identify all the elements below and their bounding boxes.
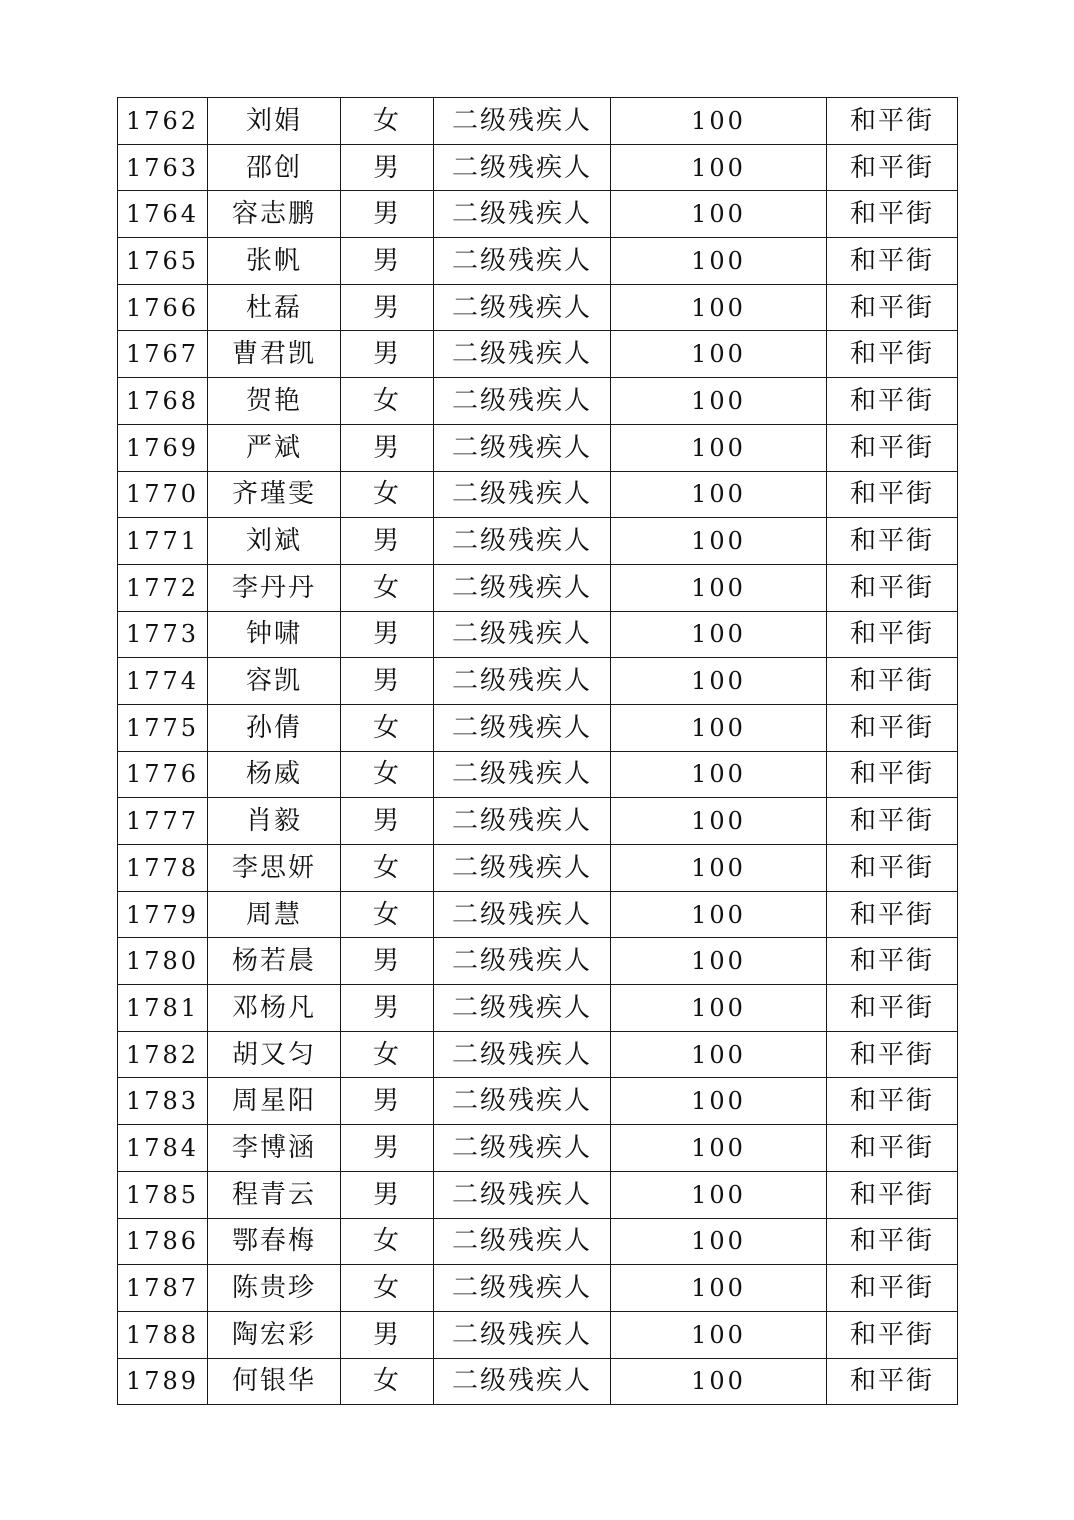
row-number-cell: 1788 (118, 1311, 208, 1358)
row-number-cell: 1767 (118, 331, 208, 378)
row-number-cell: 1772 (118, 564, 208, 611)
amount-cell: 100 (611, 1171, 827, 1218)
name-cell: 容凯 (208, 658, 341, 705)
street-cell: 和平街 (827, 518, 958, 565)
name-cell: 周慧 (208, 891, 341, 938)
table-row (118, 798, 958, 845)
name-cell: 程青云 (208, 1171, 341, 1218)
row-number-cell: 1781 (118, 985, 208, 1032)
gender-cell: 女 (341, 98, 434, 145)
gender-cell: 男 (341, 1125, 434, 1172)
name-cell: 鄂春梅 (208, 1218, 341, 1265)
street-cell: 和平街 (827, 378, 958, 425)
category-cell: 二级残疾人 (434, 378, 611, 425)
gender-cell: 女 (341, 1265, 434, 1312)
category-cell: 二级残疾人 (434, 938, 611, 985)
street-cell: 和平街 (827, 658, 958, 705)
gender-cell: 男 (341, 144, 434, 191)
gender-cell: 男 (341, 985, 434, 1032)
category-cell: 二级残疾人 (434, 1218, 611, 1265)
table-row (118, 751, 958, 798)
row-number-cell: 1787 (118, 1265, 208, 1312)
row-number-cell: 1764 (118, 191, 208, 238)
amount-cell: 100 (611, 238, 827, 285)
street-cell: 和平街 (827, 1311, 958, 1358)
table-row (118, 1125, 958, 1172)
street-cell: 和平街 (827, 611, 958, 658)
street-cell: 和平街 (827, 191, 958, 238)
table-row (118, 611, 958, 658)
amount-cell: 100 (611, 938, 827, 985)
table-row (118, 1358, 958, 1405)
table-row (118, 378, 958, 425)
gender-cell: 男 (341, 424, 434, 471)
row-number-cell: 1770 (118, 471, 208, 518)
category-cell: 二级残疾人 (434, 471, 611, 518)
name-cell: 周星阳 (208, 1078, 341, 1125)
table-row (118, 98, 958, 145)
street-cell: 和平街 (827, 144, 958, 191)
category-cell: 二级残疾人 (434, 191, 611, 238)
street-cell: 和平街 (827, 424, 958, 471)
row-number-cell: 1783 (118, 1078, 208, 1125)
row-number-cell: 1789 (118, 1358, 208, 1405)
street-cell: 和平街 (827, 331, 958, 378)
amount-cell: 100 (611, 798, 827, 845)
amount-cell: 100 (611, 144, 827, 191)
amount-cell: 100 (611, 751, 827, 798)
name-cell: 李博涵 (208, 1125, 341, 1172)
row-number-cell: 1768 (118, 378, 208, 425)
gender-cell: 女 (341, 704, 434, 751)
table-row (118, 985, 958, 1032)
gender-cell: 男 (341, 191, 434, 238)
table-row (118, 424, 958, 471)
gender-cell: 女 (341, 378, 434, 425)
category-cell: 二级残疾人 (434, 798, 611, 845)
amount-cell: 100 (611, 1218, 827, 1265)
category-cell: 二级残疾人 (434, 658, 611, 705)
row-number-cell: 1773 (118, 611, 208, 658)
name-cell: 李思妍 (208, 845, 341, 892)
category-cell: 二级残疾人 (434, 564, 611, 611)
name-cell: 邓杨凡 (208, 985, 341, 1032)
street-cell: 和平街 (827, 1078, 958, 1125)
table-row (118, 1265, 958, 1312)
row-number-cell: 1780 (118, 938, 208, 985)
amount-cell: 100 (611, 98, 827, 145)
street-cell: 和平街 (827, 938, 958, 985)
amount-cell: 100 (611, 378, 827, 425)
table-row (118, 238, 958, 285)
street-cell: 和平街 (827, 751, 958, 798)
amount-cell: 100 (611, 331, 827, 378)
street-cell: 和平街 (827, 98, 958, 145)
category-cell: 二级残疾人 (434, 845, 611, 892)
category-cell: 二级残疾人 (434, 98, 611, 145)
category-cell: 二级残疾人 (434, 611, 611, 658)
name-cell: 杜磊 (208, 284, 341, 331)
table-row (118, 1031, 958, 1078)
row-number-cell: 1776 (118, 751, 208, 798)
name-cell: 肖毅 (208, 798, 341, 845)
row-number-cell: 1762 (118, 98, 208, 145)
street-cell: 和平街 (827, 798, 958, 845)
category-cell: 二级残疾人 (434, 1031, 611, 1078)
name-cell: 杨若晨 (208, 938, 341, 985)
row-number-cell: 1765 (118, 238, 208, 285)
table-row (118, 564, 958, 611)
row-number-cell: 1763 (118, 144, 208, 191)
name-cell: 严斌 (208, 424, 341, 471)
name-cell: 杨威 (208, 751, 341, 798)
amount-cell: 100 (611, 191, 827, 238)
row-number-cell: 1785 (118, 1171, 208, 1218)
amount-cell: 100 (611, 284, 827, 331)
amount-cell: 100 (611, 845, 827, 892)
gender-cell: 男 (341, 798, 434, 845)
amount-cell: 100 (611, 1265, 827, 1312)
table-row (118, 1311, 958, 1358)
street-cell: 和平街 (827, 891, 958, 938)
table-row (118, 331, 958, 378)
amount-cell: 100 (611, 658, 827, 705)
row-number-cell: 1786 (118, 1218, 208, 1265)
street-cell: 和平街 (827, 284, 958, 331)
row-number-cell: 1778 (118, 845, 208, 892)
category-cell: 二级残疾人 (434, 985, 611, 1032)
gender-cell: 男 (341, 518, 434, 565)
name-cell: 张帆 (208, 238, 341, 285)
category-cell: 二级残疾人 (434, 1078, 611, 1125)
table-row (118, 191, 958, 238)
gender-cell: 男 (341, 1078, 434, 1125)
name-cell: 孙倩 (208, 704, 341, 751)
table-row (118, 891, 958, 938)
category-cell: 二级残疾人 (434, 331, 611, 378)
category-cell: 二级残疾人 (434, 1358, 611, 1405)
table-row (118, 144, 958, 191)
amount-cell: 100 (611, 1125, 827, 1172)
table-row (118, 1171, 958, 1218)
gender-cell: 女 (341, 845, 434, 892)
table-row (118, 845, 958, 892)
street-cell: 和平街 (827, 1171, 958, 1218)
name-cell: 陈贵珍 (208, 1265, 341, 1312)
gender-cell: 男 (341, 938, 434, 985)
street-cell: 和平街 (827, 564, 958, 611)
street-cell: 和平街 (827, 985, 958, 1032)
gender-cell: 男 (341, 284, 434, 331)
amount-cell: 100 (611, 1031, 827, 1078)
row-number-cell: 1766 (118, 284, 208, 331)
amount-cell: 100 (611, 1078, 827, 1125)
gender-cell: 男 (341, 1171, 434, 1218)
category-cell: 二级残疾人 (434, 751, 611, 798)
gender-cell: 男 (341, 1311, 434, 1358)
name-cell: 齐瑾雯 (208, 471, 341, 518)
street-cell: 和平街 (827, 1031, 958, 1078)
name-cell: 刘斌 (208, 518, 341, 565)
gender-cell: 男 (341, 658, 434, 705)
table-row (118, 471, 958, 518)
category-cell: 二级残疾人 (434, 424, 611, 471)
name-cell: 胡又匀 (208, 1031, 341, 1078)
street-cell: 和平街 (827, 1358, 958, 1405)
table-row (118, 938, 958, 985)
street-cell: 和平街 (827, 1218, 958, 1265)
row-number-cell: 1782 (118, 1031, 208, 1078)
name-cell: 容志鹏 (208, 191, 341, 238)
street-cell: 和平街 (827, 1265, 958, 1312)
table-body (118, 98, 958, 1405)
row-number-cell: 1771 (118, 518, 208, 565)
gender-cell: 男 (341, 611, 434, 658)
table-row (118, 518, 958, 565)
name-cell: 钟啸 (208, 611, 341, 658)
name-cell: 刘娟 (208, 98, 341, 145)
gender-cell: 女 (341, 891, 434, 938)
amount-cell: 100 (611, 564, 827, 611)
name-cell: 邵创 (208, 144, 341, 191)
row-number-cell: 1769 (118, 424, 208, 471)
gender-cell: 女 (341, 751, 434, 798)
amount-cell: 100 (611, 1358, 827, 1405)
category-cell: 二级残疾人 (434, 284, 611, 331)
gender-cell: 女 (341, 564, 434, 611)
amount-cell: 100 (611, 424, 827, 471)
name-cell: 曹君凯 (208, 331, 341, 378)
category-cell: 二级残疾人 (434, 891, 611, 938)
row-number-cell: 1774 (118, 658, 208, 705)
name-cell: 李丹丹 (208, 564, 341, 611)
category-cell: 二级残疾人 (434, 1171, 611, 1218)
street-cell: 和平街 (827, 845, 958, 892)
gender-cell: 男 (341, 238, 434, 285)
street-cell: 和平街 (827, 471, 958, 518)
row-number-cell: 1779 (118, 891, 208, 938)
amount-cell: 100 (611, 985, 827, 1032)
amount-cell: 100 (611, 704, 827, 751)
name-cell: 陶宏彩 (208, 1311, 341, 1358)
name-cell: 何银华 (208, 1358, 341, 1405)
street-cell: 和平街 (827, 1125, 958, 1172)
table-row (118, 704, 958, 751)
amount-cell: 100 (611, 518, 827, 565)
amount-cell: 100 (611, 1311, 827, 1358)
street-cell: 和平街 (827, 238, 958, 285)
gender-cell: 女 (341, 1358, 434, 1405)
street-cell: 和平街 (827, 704, 958, 751)
table-row (118, 284, 958, 331)
gender-cell: 女 (341, 1218, 434, 1265)
gender-cell: 男 (341, 331, 434, 378)
table-row (118, 1218, 958, 1265)
amount-cell: 100 (611, 611, 827, 658)
category-cell: 二级残疾人 (434, 1265, 611, 1312)
category-cell: 二级残疾人 (434, 144, 611, 191)
category-cell: 二级残疾人 (434, 704, 611, 751)
row-number-cell: 1777 (118, 798, 208, 845)
row-number-cell: 1784 (118, 1125, 208, 1172)
table-row (118, 658, 958, 705)
recipient-table (117, 97, 958, 1405)
category-cell: 二级残疾人 (434, 238, 611, 285)
category-cell: 二级残疾人 (434, 1311, 611, 1358)
table-row (118, 1078, 958, 1125)
gender-cell: 女 (341, 471, 434, 518)
row-number-cell: 1775 (118, 704, 208, 751)
category-cell: 二级残疾人 (434, 1125, 611, 1172)
amount-cell: 100 (611, 891, 827, 938)
category-cell: 二级残疾人 (434, 518, 611, 565)
amount-cell: 100 (611, 471, 827, 518)
gender-cell: 女 (341, 1031, 434, 1078)
name-cell: 贺艳 (208, 378, 341, 425)
